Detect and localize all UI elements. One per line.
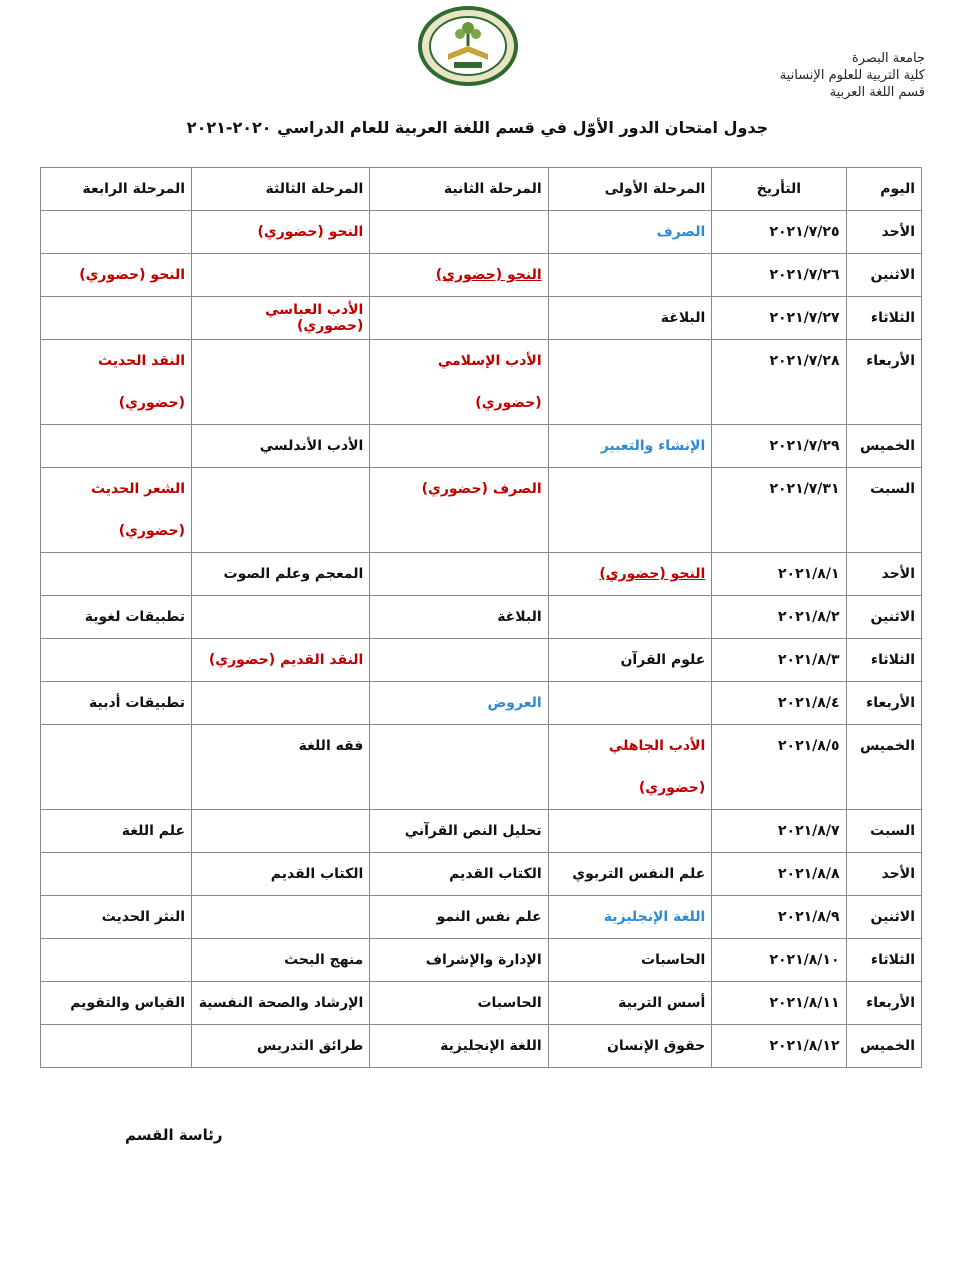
cell-stage4 <box>41 553 192 596</box>
cell-stage2: الصرف (حضوري) <box>370 468 548 553</box>
cell-date: ٢٠٢١/٨/٧ <box>712 810 846 853</box>
cell-stage4 <box>41 425 192 468</box>
cell-stage4 <box>41 297 192 340</box>
cell-line: النقد الحديث <box>97 353 186 369</box>
header-stage2: المرحلة الثانية <box>370 168 548 211</box>
cell-stage4: القياس والتقويم <box>41 982 192 1025</box>
cell-stage4 <box>41 853 192 896</box>
cell-stage2 <box>370 340 548 425</box>
cell-stage3 <box>192 254 370 297</box>
cell-stage1: علوم القرآن <box>548 639 712 682</box>
table-row <box>41 254 922 297</box>
cell-stage1 <box>548 254 712 297</box>
cell-stage4: النحو (حضوري) <box>41 254 192 297</box>
cell-stage4 <box>41 639 192 682</box>
table-row <box>41 211 922 254</box>
college-name: كلية التربية للعلوم الإنسانية <box>779 68 925 83</box>
cell-stage4: علم اللغة <box>41 810 192 853</box>
cell-stage1 <box>548 340 712 425</box>
cell-day: الأحد <box>846 853 922 896</box>
cell-stage1: النحو (حضوري) <box>548 553 712 596</box>
cell-line: (حضوري) <box>118 395 186 411</box>
cell-stage1 <box>548 596 712 639</box>
header-stage4: المرحلة الرابعة <box>41 168 192 211</box>
cell-stage3: المعجم وعلم الصوت <box>192 553 370 596</box>
exam-schedule-table <box>40 167 922 1068</box>
cell-stage1: علم النفس التربوي <box>548 853 712 896</box>
table-row <box>41 810 922 853</box>
cell-stage1 <box>548 682 712 725</box>
cell-date: ٢٠٢١/٨/١١ <box>712 982 846 1025</box>
table-row <box>41 939 922 982</box>
cell-stage2 <box>370 553 548 596</box>
cell-stage3: النحو (حضوري) <box>192 211 370 254</box>
cell-stage2: الحاسبات <box>370 982 548 1025</box>
cell-day: الأحد <box>846 211 922 254</box>
table-row <box>41 340 922 425</box>
cell-day: الاثنين <box>846 596 922 639</box>
cell-day: الخميس <box>846 1025 922 1068</box>
cell-stage3: منهج البحث <box>192 939 370 982</box>
table-row <box>41 425 922 468</box>
cell-date: ٢٠٢١/٨/٢ <box>712 596 846 639</box>
cell-stage1: حقوق الإنسان <box>548 1025 712 1068</box>
cell-stage3: الكتاب القديم <box>192 853 370 896</box>
cell-stage2 <box>370 297 548 340</box>
cell-day: الثلاثاء <box>846 939 922 982</box>
cell-stage3: طرائق التدريس <box>192 1025 370 1068</box>
cell-date: ٢٠٢١/٨/٨ <box>712 853 846 896</box>
header-stage1: المرحلة الأولى <box>548 168 712 211</box>
cell-line: (حضوري) <box>118 523 186 539</box>
cell-stage3 <box>192 682 370 725</box>
cell-date: ٢٠٢١/٨/٣ <box>712 639 846 682</box>
department-signature: رئاسة القسم <box>125 1126 223 1144</box>
cell-date: ٢٠٢١/٨/٩ <box>712 896 846 939</box>
cell-date: ٢٠٢١/٧/٢٨ <box>712 340 846 425</box>
cell-stage2 <box>370 725 548 810</box>
cell-stage3 <box>192 340 370 425</box>
table-row <box>41 596 922 639</box>
cell-date: ٢٠٢١/٧/٢٧ <box>712 297 846 340</box>
cell-date: ٢٠٢١/٧/٣١ <box>712 468 846 553</box>
cell-stage2 <box>370 425 548 468</box>
table-row <box>41 725 922 810</box>
cell-stage3: الأدب الأندلسي <box>192 425 370 468</box>
table-row <box>41 896 922 939</box>
cell-stage4 <box>41 340 192 425</box>
table-row <box>41 853 922 896</box>
cell-date: ٢٠٢١/٨/١٢ <box>712 1025 846 1068</box>
table-row <box>41 468 922 553</box>
cell-date: ٢٠٢١/٨/٥ <box>712 725 846 810</box>
table-header-row <box>41 168 922 211</box>
cell-stage1: أسس التربية <box>548 982 712 1025</box>
cell-day: الثلاثاء <box>846 297 922 340</box>
table-row <box>41 639 922 682</box>
table-row <box>41 982 922 1025</box>
cell-line: (حضوري) <box>475 395 542 411</box>
cell-stage1: البلاغة <box>548 297 712 340</box>
cell-day: الأربعاء <box>846 982 922 1025</box>
cell-stage2: العروض <box>370 682 548 725</box>
document-title: جدول امتحان الدور الأوّل في قسم اللغة العربية للعام الدراسي ٢٠٢٠-٢٠٢١ <box>186 118 769 137</box>
cell-stage1: الصرف <box>548 211 712 254</box>
cell-stage2: الكتاب القديم <box>370 853 548 896</box>
cell-day: الثلاثاء <box>846 639 922 682</box>
cell-stage2 <box>370 639 548 682</box>
cell-stage2: تحليل النص القرآني <box>370 810 548 853</box>
cell-stage3 <box>192 596 370 639</box>
cell-stage4: تطبيقات أدبية <box>41 682 192 725</box>
header-date: التأريخ <box>712 168 846 211</box>
cell-day: الخميس <box>846 425 922 468</box>
cell-day: الأربعاء <box>846 340 922 425</box>
cell-stage3: النقد القديم (حضوري) <box>192 639 370 682</box>
cell-stage1: الحاسبات <box>548 939 712 982</box>
cell-date: ٢٠٢١/٨/٤ <box>712 682 846 725</box>
cell-stage2: الإدارة والإشراف <box>370 939 548 982</box>
cell-stage2: علم نفس النمو <box>370 896 548 939</box>
table-row <box>41 682 922 725</box>
cell-stage2: البلاغة <box>370 596 548 639</box>
department-name: قسم اللغة العربية <box>829 85 925 100</box>
cell-stage1 <box>548 468 712 553</box>
cell-stage3: الأدب العباسي (حضوري) <box>192 297 370 340</box>
cell-day: السبت <box>846 468 922 553</box>
university-name: جامعة البصرة <box>851 51 925 66</box>
cell-stage1: اللغة الإنجليزية <box>548 896 712 939</box>
cell-stage4 <box>41 468 192 553</box>
cell-stage4: النثر الحديث <box>41 896 192 939</box>
cell-stage1 <box>548 810 712 853</box>
header-stage3: المرحلة الثالثة <box>192 168 370 211</box>
cell-stage4: تطبيقات لغوية <box>41 596 192 639</box>
table-row <box>41 553 922 596</box>
cell-day: الاثنين <box>846 896 922 939</box>
cell-line: الأدب الجاهلي <box>608 738 706 754</box>
cell-day: الأحد <box>846 553 922 596</box>
cell-date: ٢٠٢١/٧/٢٥ <box>712 211 846 254</box>
cell-day: الأربعاء <box>846 682 922 725</box>
cell-stage4 <box>41 211 192 254</box>
cell-stage1 <box>548 725 712 810</box>
cell-line: الأدب الإسلامي <box>437 353 542 369</box>
cell-date: ٢٠٢١/٧/٢٩ <box>712 425 846 468</box>
cell-stage1: الإنشاء والتعبير <box>548 425 712 468</box>
cell-stage4 <box>41 939 192 982</box>
college-logo <box>418 6 518 86</box>
cell-stage4 <box>41 725 192 810</box>
cell-stage3 <box>192 810 370 853</box>
cell-date: ٢٠٢١/٨/١ <box>712 553 846 596</box>
cell-line: (حضوري) <box>638 780 706 796</box>
cell-stage3: الإرشاد والصحة النفسية <box>192 982 370 1025</box>
cell-line: الشعر الحديث <box>90 481 186 497</box>
institution-header <box>780 50 925 101</box>
table-row <box>41 1025 922 1068</box>
cell-stage3 <box>192 896 370 939</box>
cell-date: ٢٠٢١/٨/١٠ <box>712 939 846 982</box>
cell-day: السبت <box>846 810 922 853</box>
cell-stage2 <box>370 211 548 254</box>
cell-stage2: النحو (حضوري) <box>370 254 548 297</box>
cell-stage3: فقه اللغة <box>192 725 370 810</box>
cell-day: الاثنين <box>846 254 922 297</box>
cell-date: ٢٠٢١/٧/٢٦ <box>712 254 846 297</box>
cell-day: الخميس <box>846 725 922 810</box>
cell-stage2: اللغة الإنجليزية <box>370 1025 548 1068</box>
header-day: اليوم <box>846 168 922 211</box>
table-row <box>41 297 922 340</box>
cell-stage4 <box>41 1025 192 1068</box>
cell-stage3 <box>192 468 370 553</box>
